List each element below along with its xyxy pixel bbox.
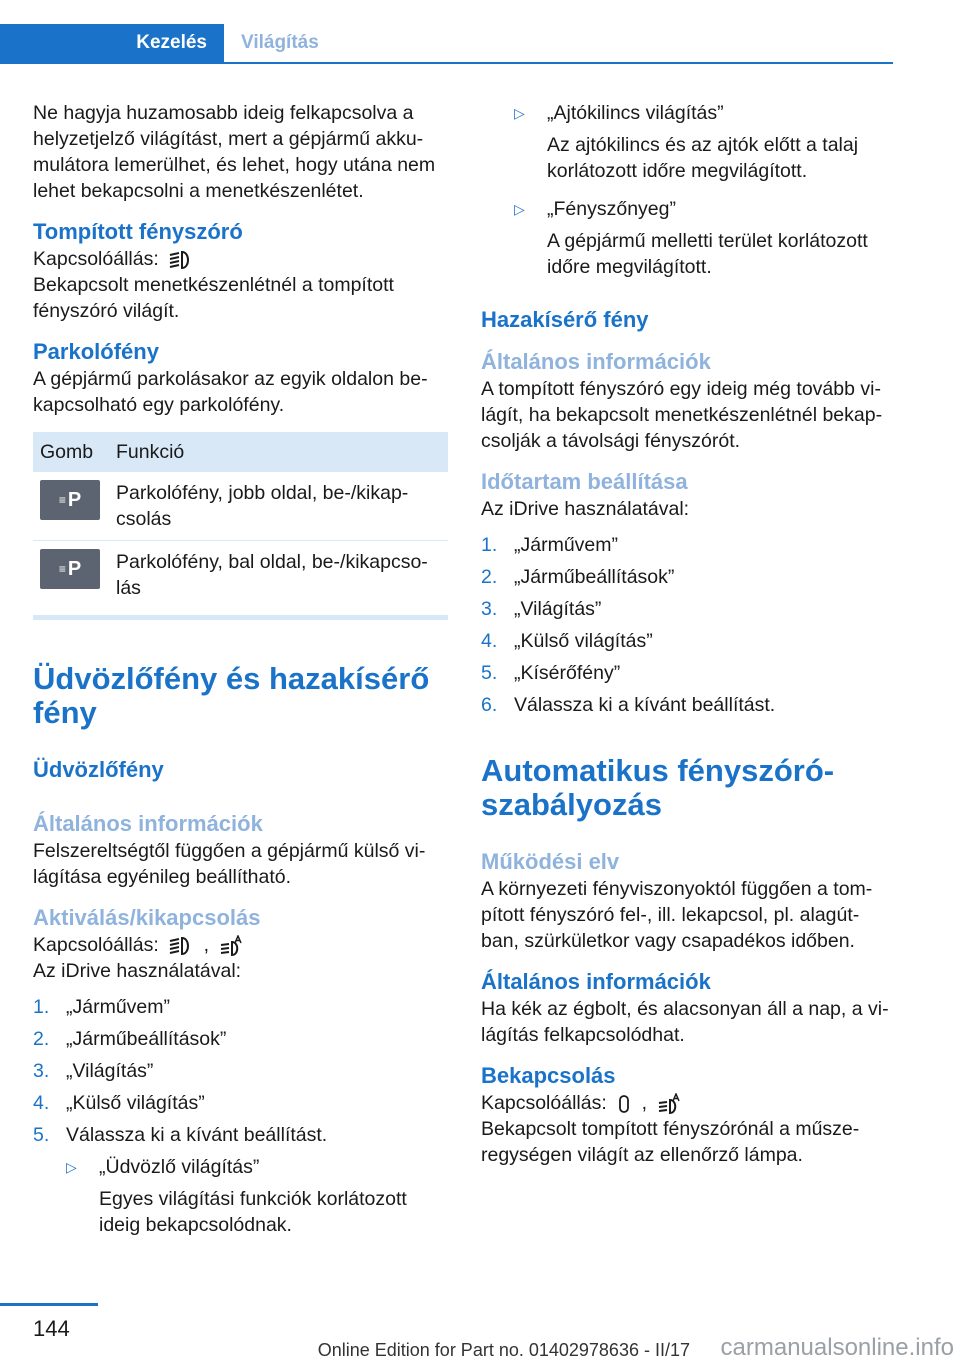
switch-on-text: Bekapcsolt tompított fényszórónál a műsze- regységen világít az ellenőrző lámpa. bbox=[481, 1118, 860, 1166]
table-header-gomb: Gomb bbox=[33, 432, 109, 472]
parking-table bbox=[33, 432, 448, 609]
table-row bbox=[33, 541, 448, 610]
general-info-text: Felszereltségtől függően a gépjármű külső vi- lágítása egyénileg beállítható. bbox=[33, 840, 426, 888]
list-item: 3. „Világítás” bbox=[481, 598, 602, 620]
dipped-switch-line: Kapcsolóállás: bbox=[33, 246, 448, 272]
list-item: 2. „Járműbeállítások” bbox=[33, 1028, 227, 1050]
table-cell: Parkolófény, jobb oldal, be-/kikap- csolás bbox=[109, 472, 448, 541]
list-item: 5. „Kísérőfény” bbox=[481, 662, 621, 684]
switch-on-line: Kapcsolóállás: , bbox=[481, 1090, 896, 1116]
list-item: 1. „Járművem” bbox=[481, 534, 619, 556]
list-item: 1. „Járművem” bbox=[33, 996, 171, 1018]
left-steps-list bbox=[33, 994, 448, 1148]
switch-on-heading: Bekapcsolás bbox=[481, 1063, 616, 1088]
general-info-text: A tompított fényszóró egy ideig még tovább vi- lágít, ha bekapcsolt menetkészenlétnél bekap- csolják a távolsági fényszórót. bbox=[481, 378, 883, 452]
duration-heading: Időtartam beállítása bbox=[481, 469, 688, 494]
right-column bbox=[481, 100, 896, 1168]
parking-right-icon: ≡ P bbox=[40, 480, 100, 520]
list-item: 6. Válassza ki a kívánt beállítást. bbox=[481, 694, 776, 716]
table-cell: Parkolófény, bal oldal, be-/kikapcso- lás bbox=[116, 551, 428, 599]
activation-heading: Aktiválás/kikapcsolás bbox=[33, 905, 261, 930]
triangle-bullet-icon: ▷ bbox=[66, 1159, 77, 1175]
list-item: 4. „Külső világítás” bbox=[481, 630, 653, 652]
door-handle-subitem: ▷ „Ajtókilincs világítás” Az ajtókilincs és az ajtók előtt a talaj korlátozott időre megvilágított. bbox=[514, 102, 859, 182]
list-item: 5. Válassza ki a kívánt beállítást. bbox=[33, 1124, 328, 1146]
table-header-funkcio: Funkció bbox=[109, 432, 448, 472]
general-info-heading: Általános információk bbox=[33, 811, 263, 836]
list-item: 3. „Világítás” bbox=[33, 1060, 154, 1082]
principle-text: A környezeti fényviszonyoktól függően a tom- pított fényszóró fel-, ill. lekapcsol, pl. alagút- ban, szürkületkor vagy csapadékos időben. bbox=[481, 878, 873, 952]
edition-text: Online Edition for Part no. 01402978636 - II/17 bbox=[317, 1340, 690, 1360]
off-position-icon bbox=[616, 1093, 632, 1115]
auto-light-icon bbox=[656, 1093, 682, 1115]
right-steps-list bbox=[481, 532, 896, 718]
page-number: 144 bbox=[33, 1316, 70, 1341]
welcome-light-subitem: ▷ „Üdvözlő világítás” Egyes világítási funkciók korlátozott ideig bekapcsolódnak. bbox=[66, 1156, 407, 1236]
general-info-heading-2: Általános információk bbox=[481, 969, 711, 994]
low-beam-icon bbox=[168, 935, 194, 957]
parking-left-icon: ≡ P bbox=[40, 549, 100, 589]
watermark: carmanualsonline.info bbox=[720, 1334, 954, 1361]
tab-vilagitas[interactable]: Világítás bbox=[241, 32, 319, 53]
left-column bbox=[33, 100, 448, 1238]
table-row bbox=[33, 472, 448, 541]
triangle-bullet-icon: ▷ bbox=[514, 105, 525, 121]
idrive-text: Az iDrive használatával: bbox=[33, 960, 242, 982]
auto-headlight-main-heading: Automatikus fényszóró- szabályozás bbox=[481, 753, 835, 822]
tab-kezeles[interactable]: Kezelés bbox=[0, 24, 224, 62]
dipped-beam-heading: Tompított fényszóró bbox=[33, 219, 243, 244]
header-tabbar bbox=[0, 24, 893, 64]
activation-switch-line: Kapcsolóállás: , bbox=[33, 932, 448, 958]
footer-line bbox=[0, 1303, 98, 1306]
low-beam-icon bbox=[168, 249, 194, 271]
general-info-text-2: Ha kék az égbolt, és alacsonyan áll a nap, a vi- lágítás felkapcsolódhat. bbox=[481, 998, 889, 1046]
parking-heading: Parkolófény bbox=[33, 339, 159, 364]
intro-paragraph: Ne hagyja huzamosabb ideig felkapcsolva a helyzetjelző világítást, mert a gépjármű akku- mulátora lemerülhet, és lehet, hogy utána nem lehet bekapcsolni a menetkészenlétet. bbox=[33, 102, 436, 202]
light-carpet-subitem: ▷ „Fényszőnyeg” A gépjármű melletti terület korlátozott időre megvilágított. bbox=[514, 198, 868, 278]
welcome-main-heading: Üdvözlőfény és hazakísérő fény bbox=[33, 661, 430, 730]
auto-light-icon bbox=[218, 935, 244, 957]
triangle-bullet-icon: ▷ bbox=[514, 201, 525, 217]
dipped-text: Bekapcsolt menetkészenlétnél a tompított fényszóró világít. bbox=[33, 274, 394, 322]
list-item: 4. „Külső világítás” bbox=[33, 1092, 205, 1114]
list-item: 2. „Járműbeállítások” bbox=[481, 566, 675, 588]
home-light-heading: Hazakísérő fény bbox=[481, 307, 649, 332]
general-info-heading: Általános információk bbox=[481, 349, 711, 374]
parking-text: A gépjármű parkolásakor az egyik oldalon be- kapcsolható egy parkolófény. bbox=[33, 368, 428, 416]
principle-heading: Működési elv bbox=[481, 849, 620, 874]
welcome-heading: Üdvözlőfény bbox=[33, 757, 164, 782]
idrive-text: Az iDrive használatával: bbox=[481, 498, 690, 520]
